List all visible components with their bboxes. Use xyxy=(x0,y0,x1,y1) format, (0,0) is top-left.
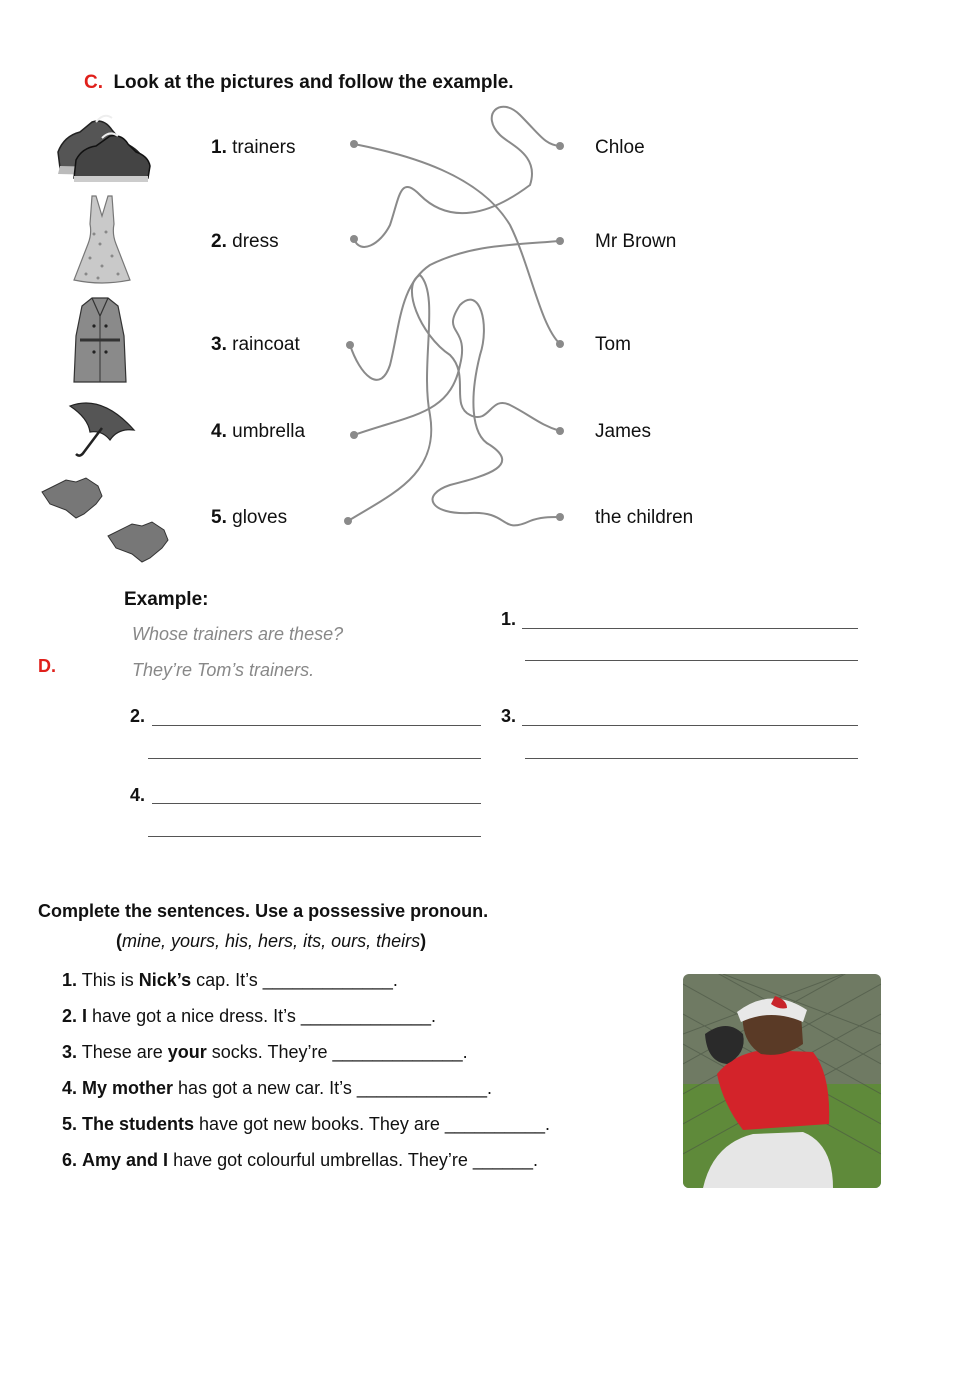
tangled-lines xyxy=(330,95,590,535)
name-tom: Tom xyxy=(595,334,631,355)
section-c-letter: C. xyxy=(84,72,103,93)
answer-2-line-2[interactable] xyxy=(148,758,481,759)
sentence-4: 4. My mother has got a new car. It’s _____________. xyxy=(62,1078,492,1098)
sentence-2: 2. I have got a nice dress. It’s _____________. xyxy=(62,1006,436,1026)
name-mr-brown: Mr Brown xyxy=(595,231,677,252)
gloves-icon xyxy=(36,474,172,570)
answer-4-line-2[interactable] xyxy=(148,836,481,837)
answer-2-number: 2. xyxy=(130,706,146,726)
example-label: Example: xyxy=(124,589,209,610)
name-chloe: Chloe xyxy=(595,137,645,158)
section-d-letter: D. xyxy=(38,656,56,676)
answer-3-line-2[interactable] xyxy=(525,758,858,759)
example-answer: They’re Tom’s trainers. xyxy=(132,660,315,680)
answer-1-line-2[interactable] xyxy=(525,660,858,661)
answer-3-line-1[interactable] xyxy=(522,725,858,726)
sentence-3: 3. These are your socks. They’re _____________. xyxy=(62,1042,468,1062)
answer-1-line-1[interactable] xyxy=(522,628,858,629)
name-the-children: the children xyxy=(595,507,694,528)
answer-4-line-1[interactable] xyxy=(152,803,481,804)
dress-icon xyxy=(72,194,132,286)
section-e-title: Complete the sentences. Use a possessive pronoun. xyxy=(38,901,489,921)
sentence-5: 5. The students have got new books. They are __________. xyxy=(62,1114,550,1134)
section-c-heading xyxy=(84,72,514,94)
sentence-6: 6. Amy and I have got colourful umbrellas. They’re ______. xyxy=(62,1150,538,1170)
answer-1-number: 1. xyxy=(501,609,517,629)
connector-lines xyxy=(348,107,560,526)
connector-raincoat-mrbrown xyxy=(350,241,560,380)
answer-2-line-1[interactable] xyxy=(152,725,481,726)
name-james: James xyxy=(595,421,651,442)
section-c-title: Look at the pictures and follow the example. xyxy=(113,72,514,93)
item-umbrella: 4. umbrella xyxy=(211,421,306,442)
raincoat-icon xyxy=(70,296,130,388)
answer-4-number: 4. xyxy=(130,785,146,805)
pronoun-options: (mine, yours, his, hers, its, ours, theirs) xyxy=(116,931,427,951)
connector-dots xyxy=(344,140,564,525)
baseball-player-photo xyxy=(683,974,881,1188)
item-raincoat: 3. raincoat xyxy=(211,334,300,355)
umbrella-icon xyxy=(66,398,138,462)
item-trainers: 1. trainers xyxy=(211,137,296,158)
item-dress: 2. dress xyxy=(211,231,279,252)
item-gloves: 5. gloves xyxy=(211,507,288,528)
answer-3-number: 3. xyxy=(501,706,517,726)
example-question: Whose trainers are these? xyxy=(132,624,344,644)
sentence-1: 1. This is Nick’s cap. It’s _____________. xyxy=(62,970,398,990)
connector-umbrella-children xyxy=(354,300,560,526)
trainers-icon xyxy=(52,108,152,184)
